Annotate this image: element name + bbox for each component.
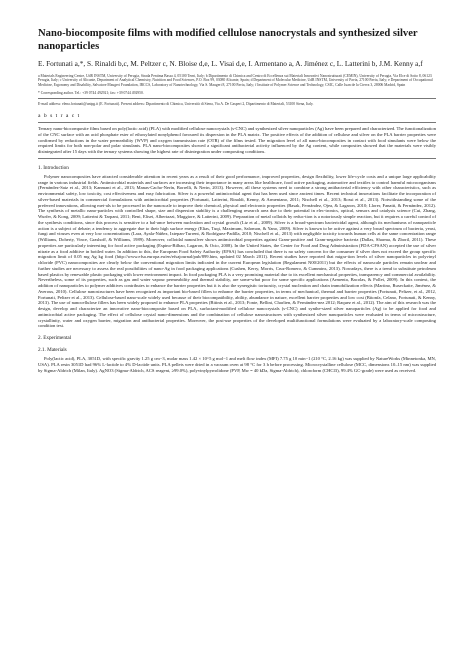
- materials-paragraph: Poly(lactic acid), PLA, 3051D, with specific gravity 1.25 g cm−3, molar mass 1.42 × 10^5 g mol−1 and melt flow index (MFI) 7.75 g 10 min−1 (210 °C, 2.16 kg) was supplied by NatureWorks (Minnetonka, MN, USA). PLA resin 3051D had 96% L-lactide to 4% D-lactide units. PLA pellets were dried in a vacuum oven at 98 °C for 3 h before processing. Microcrystalline cellulose (MCC, dimensions 10–15 nm) was supplied by Sigma-Aldrich (Milan, Italy). AgNO3 (Sigma-Aldrich, ACS reagent, ≥99.0%), polyvinylpyrrolidone (PVP, Mw = 40 kDa, Sigma-Aldrich), chloroform (CHCl3), 99.4% GC-grade) were used as received.: [38, 356, 436, 373]
- abstract-heading: a b s t r a c t: [38, 113, 81, 120]
- affiliations: a Materials Engineering Centre, UdR INSTM, University of Perugia, Strada Pentima Bassa 4, 05100 Terni, Italy; b Dipartimento di Chimica and Centro di Eccellenza sui Materiali Innovativi Nanostrutturati (CEMIN), University of Perugia, Via Elce di Sotto 8, 06123 Perugia, Italy; c University of Alicante, Department of Analytical Chemistry, Nutrition and Food Sciences, P.O. Box 99, 03080 Alicante, Spain; d Department of Molecular Medicine, UdR INSTM, University of Pavia, 27100 Pavia, Italy; e Department of Occupational Medicine, Ergonomy and Disability, Salvatore Maugeri Foundation, IRCCS, Laboratory of Nanotechnology, Via S. Maugeri 8, 27100 Pavia, Italy; f Institute of Polymer Science and Technology, CSIC, Calle Juan de la Cierva 3, 28006 Madrid, Spain: [38, 73, 433, 87]
- abstract-text: Ternary nano-biocomposite films based on poly(lactic acid) (PLA) with modified cellulose nanocrystals (s-CNC) and synthesized silver nanoparticles (Ag) have been prepared and characterized. The functionalization of the CNC surface with an acid phosphate ester of ethoxylated nonylphenol favoured its dispersion in the PLA matrix. The positive effects of the addition of cellulose and silver on the PLA barrier properties were confirmed by reductions in the water permeability (WVP) and oxygen transmission rate (OTR) of the films tested. The migration level of all nano-biocomposites in contact with food simulants were below the required limits for both non-polar and polar simulants. PLA nano-biocomposites showed a significant antibacterial activity influenced by the Ag content, while composites showed that the materials were visibly disintegrated after 15 days with the ternary systems showing the highest rate of disintegration under composting conditions.: [38, 126, 436, 155]
- paper-title: Nano-biocomposite films with modified cellulose nanocrystals and synthesized silver nanoparticles: [38, 28, 418, 52]
- divider: [38, 158, 436, 159]
- divider: [38, 122, 436, 123]
- divider: [38, 98, 436, 99]
- email-line: E-mail address: elena.fortunati@unipg.it (E. Fortunati). Present address: Dipartimento di Chimica, Università di Siena, Via A. De Gasperi 2, Dipartimento di Materiali, 53100 Siena, Italy.: [38, 102, 314, 107]
- section-heading-experimental: 2. Experimental: [38, 335, 72, 342]
- subsection-heading-materials: 2.1. Materials: [38, 347, 67, 354]
- author-list: E. Fortunati a,*, S. Rinaldi b,c, M. Peltzer c, N. Bloise d,e, L. Visai d,e, I. Armentano a, A. Jiménez c, L. Latterini b, J.M. Kenny a,f: [38, 59, 423, 69]
- section-heading-introduction: 1. Introduction: [38, 164, 69, 171]
- corresponding-author-note: * Corresponding author. Tel.: +39 0744 492921; fax: +39 0744 492950.: [38, 90, 144, 95]
- introduction-paragraph: Polymer nanocomposites have attracted considerable attention in recent years as a result of their good performance, improved properties, design flexibility, lower life-cycle costs and a unique large applicability range in various industrial fields. Antimicrobial materials and surfaces are increasing their importance in many areas like healthcare, food active packaging, automotive and textiles to control harmful microorganisms (Fernández-Saiz et al., 2013; Kanmani et al., 2013; Manas-Cacho-Nerín, Borrelli, & Nerin, 2013). However, all these systems need to combine a strong antibacterial efficiency with other characteristics, such as environmental safety, low toxicity, cost effectiveness and easy fabrication. Silver is a powerful antimicrobial agent that has been used since ancient times. Recent technical innovations facilitate the incorporation of silver-based materials in commercial formulations with antimicrobial properties (Fortunati, Latterini, Rinaldi, Kenny, & Armentano, 2011; Nischell et al., 2013; Rossi et al., 2013). Notwithstanding some of the preferred innovations, allowing met-als to be processed in the nanoscale to improve their chemical, physical and electronic properties (Basak, Fernández, Ojea, & Lagaron, 2010; Llorer, Fanatti, & Fernández, 2012). The synthesis of metallic nano-particles with controlled shape, size and dispersion stability is a challenging research area due to their potential in elec-tronics, optical, sensors and catalysis science (Cui, Zhang, Wurfer, & Kong, 2009; Latterini & Tarpani, 2011; Beni, Elisei, Albertazzi, Maggiore, & Latterini, 2009). Preparation of metal colloids by reduc-tion is a notoriously simple reaction, but it requires a careful control of the synthesis conditions, since this process is sensitive to a bal-ance between nucleation and crystal growth (Liz et al., 2009). Silver is a broad-spectrum bactericidal agent, although its mechanisms of nanoparticle action is a subject of debate; a tendency to aggregate due to their high surface energy (Elias, Tuqi, Maximum, Salomon, & Yano, 2009). Silver is known to be active against a very broad spectrum of bacteria, yeast, fungi and viruses even at very low concentrations (Lara, Ayala-Núñez, Ixtepan-Turrent, & Rodríguez-Padilla, 2010; Nischell et al., 2013) with negligible toxicity towards human cells at the same concentration range (Williams, Doherty, Vince, Grashoff, & Williams, 1989). Moreover, colloidal nanosilver shows antimicrobial properties against Gram-positive and Gram-negative bacteria (Dallas, Sharma, & Zboril, 2011). These properties are particularly interesting for food active packaging (Espino-Bilbao, Lagaron, & Ocio, 2008). In the United States, the Center for Food and Drug Administration (FDA-CFSAN) accepted the use of silver nitrate as a food additive in bottled water. In addition to this, the European Food Safety Authority (EFSA) has concluded that there is no safety concern for the consumer if silver does not exceed the group specific migration limit of 0.05 mg Ag kg food (http://www.efsa.europa.eu/en/efsajournal/pub/899.htm, updated 02 March 2011). Recent studies have reported that migra-tion levels of silver nanoparticles in polyvinyl chloride (PVC) nanocomposites are clearly below the conventional migration limits indicated in the current European legislation (Regulament N00/2011) but the effects of nanoscale particles remain unclear and further studies are necessary to assess the real possibilities of nano-Ag in food packaging applications (Cushen, Kerry, Morris, Cruz-Romero, & Cummins, 2013). Nowadays, there is a trend to substitute petroleum based plastics by renewable plastic packaging with lower environment impact. In food packaging PLA is a very promising material due to its excellent mechanical properties, transparency and commercial availability. Nevertheless, some of its properties, such as gas and water vapour permeability and thermal stability, are some-what poor for some specific applications (Armenta, Bacolas, & Pollet, 2009). In this context, the addition of nanoparticles to polymer additives contributes to enhance the barrier properties but it is also the synergistic tortuosity, crystal nucleation and chain immobilization effects (Martino, Ruseckaite, Jiménez, & Averous, 2010). Cellulose nanostructures have been recognized as important bio-based fillers to enhance the barrier properties, in terms of mechanical, thermal and barrier properties (Fortunati, Peltzer, et al., 2012, Fortunati, Peltzer et al., 2013). Cellulose-based nano-scale widely used because of their biocompatibility, ability, abundance in nature, excellent barrier properties and low cost (Bitonfa, Celano, Fortunati, & Kenny, 2013). The use of nanocellulose fillers has been widely proposed to enhance PLA properties (Bitinis et al., 2013; Fonte, Bellini, Charlien, & Fernández-nez 2012; Raquez et al., 2012). The aim of this research was the design, develop and characterize an innovative nano-biocomposite based on PLA, surfactant-modified cellulose nanocrystals (s-CNC) and synthe-sized silver nanoparticles (Ag) to be applied for food and antimicrobial active packaging. The effect of cellulose crystal nano-dimensions and the combination of cellulose nanostructures with synthesized silver nanoparticles were evaluated in terms of microstructure, crystallinity, water and oxygen barrier, migration and antibacterial properties. Moreover, the post-use properties of the developed multifunctional formulations were evaluated by a laboratory-scale composting condition test.: [38, 173, 436, 329]
